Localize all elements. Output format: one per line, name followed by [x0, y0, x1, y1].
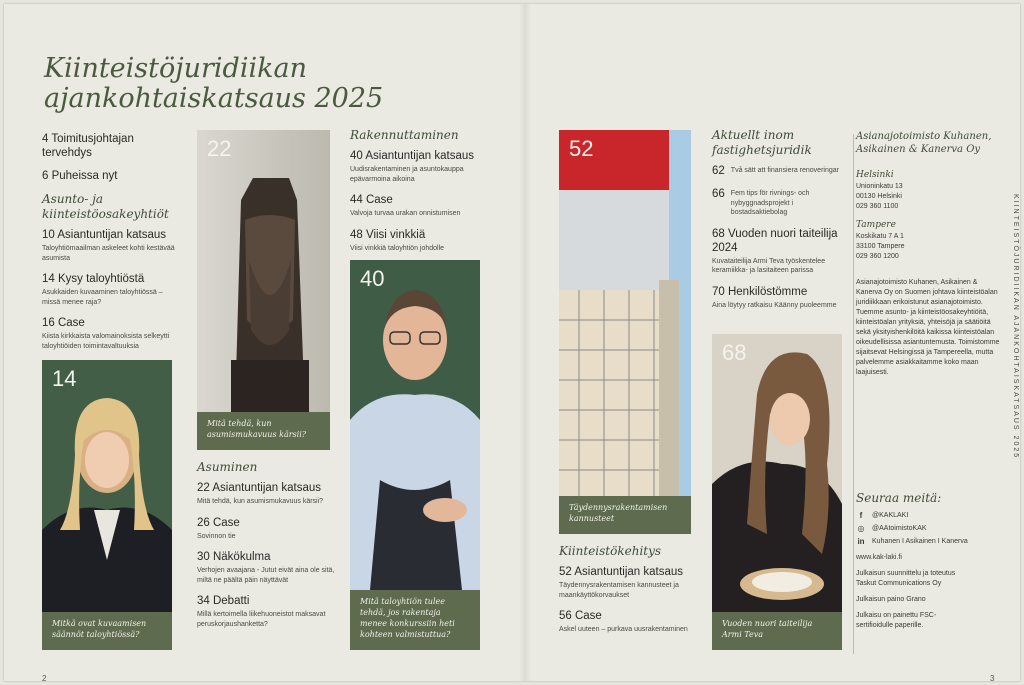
page-number-right: 3: [990, 674, 995, 683]
photo-22-carving[interactable]: [197, 130, 330, 412]
photo-caption: Mitä taloyhtiön tulee tehdä, jos rakentaja menee konkurssiin heti kohteen valmistuttua?: [350, 590, 480, 650]
toc-entry[interactable]: 22 Asiantuntijan katsaus Mitä tehdä, kun asumismukavuus kärsii?: [197, 482, 324, 505]
city-label: Helsinki: [856, 170, 894, 180]
section-heading: Asunto- ja kiinteistöosakeyhtiöt: [42, 192, 169, 221]
column-divider: [853, 134, 854, 654]
page-number-badge: 52: [569, 136, 594, 161]
toc-entry[interactable]: 66 Fem tips för rivnings- och nybyggnadsprojekt i bostadsaktiebolag: [712, 188, 810, 216]
section-heading: Asuminen: [197, 460, 258, 474]
toc-entry[interactable]: 4 Toimitusjohtajan tervehdys: [42, 133, 134, 159]
social-block: [856, 492, 1004, 631]
photo-14-portrait[interactable]: [42, 360, 172, 612]
credit-text: Julkaisun suunnittelu ja toteutus Taskut Communications Oy: [856, 570, 956, 587]
credit-text: Julkaisun paino Grano: [856, 596, 926, 603]
photo-68-artist[interactable]: [712, 334, 842, 612]
vertical-title: KIINTEISTÖJURIDIIKAN AJANKOHTAISKATSAUS 2025: [1012, 194, 1019, 460]
photo-caption: Vuoden nuori taiteilija Armi Teva: [712, 612, 842, 650]
follow-heading: Seuraa meitä:: [856, 491, 942, 505]
toc-entry[interactable]: 44 Case Valvoja turvaa urakan onnistumisen: [350, 194, 461, 217]
page-number-badge: 22: [207, 136, 232, 161]
website-link[interactable]: www.kak-laki.fi: [856, 554, 902, 561]
toc-entry[interactable]: 16 Case Kiista kirkkaista valomainoksista selkeytti taloyhtiöiden toimintavaltuuksia: [42, 317, 170, 350]
toc-entry[interactable]: 14 Kysy taloyhtiöstä Asukkaiden kuvaaminen taloyhtiössä – missä menee raja?: [42, 273, 163, 306]
magazine-spread: [4, 4, 1020, 681]
toc-entry[interactable]: 6 Puheissa nyt: [42, 170, 118, 182]
section-heading: Rakennuttaminen: [350, 128, 459, 142]
page-title: Kiinteistöjuridiikan ajankohtaiskatsaus 2025: [44, 53, 384, 114]
photo-caption: Mitä tehdä, kun asumismukavuus kärsii?: [197, 412, 330, 450]
toc-column-4: [559, 544, 709, 644]
toc-column-3: [350, 128, 500, 262]
social-link[interactable]: in Kuhanen I Asikainen I Kanerva: [857, 537, 968, 546]
linkedin-icon: in: [857, 537, 865, 546]
photo-40-portrait[interactable]: [350, 260, 480, 590]
company-name: Asianajotoimisto Kuhanen, Asikainen & Kanerva Oy: [856, 131, 992, 155]
social-link[interactable]: f @KAKLAKI: [856, 511, 1004, 521]
page-number-badge: 40: [360, 266, 385, 291]
section-heading: Kiinteistökehitys: [559, 544, 662, 558]
carving-illustration: [197, 130, 330, 412]
page-fold: [519, 4, 531, 681]
toc-column-1: [42, 132, 182, 360]
toc-entry[interactable]: 10 Asiantuntijan katsaus Taloyhtiömaailman askeleet kohti kestävää asumista: [42, 229, 175, 262]
facebook-icon: f: [859, 511, 863, 520]
page-number-badge: 14: [52, 366, 77, 391]
toc-entry[interactable]: 40 Asiantuntijan katsaus Uudisrakentaminen ja asuntokauppa epävarmoina aikoina: [350, 150, 475, 183]
publisher-info: Asianajotoimisto Kuhanen, Asikainen & Kanerva Oy Helsinki Unioninkatu 13 00130 Helsinki 029 360 1100 Tampere Koskikatu 7 A 1 33100 Tampere 029 360 1200 Asianajotoimisto Kuhanen, Asikainen & Kanerva Oy on Suomen johtava kiinteistöalan juridiikkaan erikoistunut asianajotoimisto. Tuemme asunto- ja kiinteistöosakeyhtiöitä, kiinteistöalan yrityksiä, yhteisöjä ja säätiöitä sekä yksityishenkilöitä kaikissa kiinteistöalan oikeudellisissa asiantuntemusta. Toimistomme sijaitsevat Helsingissä ja Tampereella, mutta palvelemme asiakkaitamme koko maan laajuisesti.: [856, 130, 1004, 378]
social-link[interactable]: ◎ @AAtoimistoKAK: [857, 524, 927, 533]
photo-caption: Mitkä ovat kuvaamisen säännöt taloyhtiössä?: [42, 612, 172, 650]
toc-entry[interactable]: 56 Case Askel uuteen – purkava uusrakentaminen: [559, 610, 688, 633]
artist-illustration: [712, 334, 842, 612]
section-heading: Aktuellt inom fastighetsjuridik: [712, 128, 812, 157]
about-text: Asianajotoimisto Kuhanen, Asikainen & Kanerva Oy on Suomen johtava kiinteistöalan juridiikkaan erikoistunut asianajotoimisto. Tuemme asunto- ja kiinteistöosakeyhtiöitä, kiinteistöalan yrityksiä, yhteisöjä ja säätiöitä sekä yksityishenkilöitä kaikissa kiinteistöalan oikeudellisissa asiantuntemusta. Toimistomme sijaitsevat Helsingissä ja Tampereella, mutta palvelemme asiakkaitamme koko maan laajuisesti.: [856, 279, 1000, 376]
building-illustration: [559, 130, 691, 496]
toc-entry[interactable]: 34 Debatti Millä kertoimella liikehuoneistot maksavat peruskorjaushanketta?: [197, 595, 326, 628]
toc-entry[interactable]: 26 Case Sovinnon tie: [197, 516, 240, 540]
toc-entry[interactable]: 62 Två sätt att finansiera renoveringar: [712, 165, 839, 177]
toc-column-5: [712, 128, 842, 319]
credit-text: Julkaisu on painettu FSC-sertifioidulle paperille.: [856, 612, 937, 629]
toc-entry[interactable]: 70 Henkilöstömme Aina löytyy ratkaisu Käänny puoleemme: [712, 285, 837, 309]
toc-entry[interactable]: 52 Asiantuntijan katsaus Täydennysrakentamisen kannusteet ja maankäyttökorvaukset: [559, 566, 684, 599]
page-number-badge: 68: [722, 340, 747, 365]
toc-entry[interactable]: 30 Näkökulma Verhojen avaajana - Jutut eivät aina ole sitä, miltä ne päältä päin näyttävät: [197, 551, 335, 584]
portrait-illustration: [350, 260, 480, 590]
page-number-left: 2: [42, 674, 47, 683]
instagram-icon: ◎: [857, 524, 865, 533]
toc-column-2: [197, 460, 337, 638]
photo-52-building[interactable]: [559, 130, 691, 496]
toc-entry[interactable]: 48 Viisi vinkkiä Viisi vinkkiä taloyhtiön johdolle: [350, 228, 445, 252]
city-label: Tampere: [856, 220, 896, 230]
toc-entry[interactable]: 68 Vuoden nuori taiteilija 2024 Kuvataiteilija Armi Teva työskentelee keramiikka- ja lasitaiteen parissa: [712, 227, 838, 274]
photo-caption: Täydennysrakentamisen kannusteet: [559, 496, 691, 534]
portrait-illustration: [42, 360, 172, 612]
